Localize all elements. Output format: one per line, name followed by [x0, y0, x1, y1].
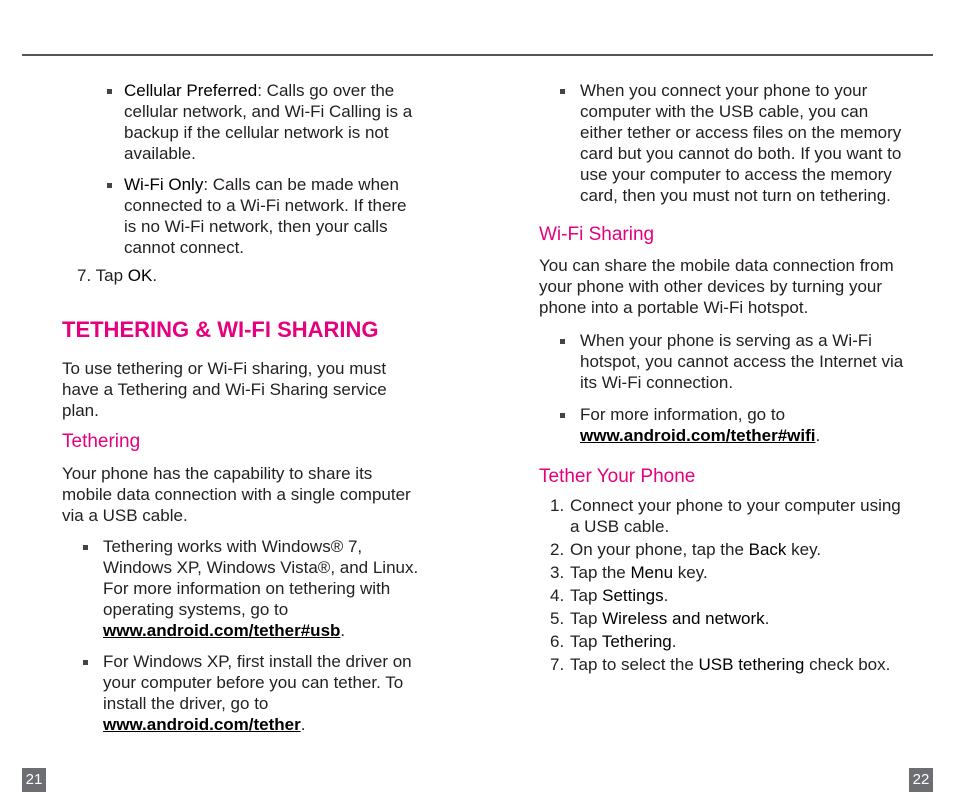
bullet-usb-memory: When you connect your phone to your computer with the USB cable, you can either tether or access files on the memory card but you cannot do both. If you want to use your computer to access the memory card, then you must not turn on tethering. — [539, 80, 909, 206]
cellular-preferred-label: Cellular Preferred — [124, 81, 258, 100]
header-rule — [22, 54, 933, 56]
left-column — [62, 78, 422, 735]
bullet-square-icon — [560, 89, 565, 94]
cellular-preferred-text: : Calls go over the cellular network, and Wi-Fi Calling is a backup if the cellular network is not available. — [124, 81, 413, 163]
page-number-left: 21 — [22, 768, 46, 792]
link-tether-usb[interactable]: www.android.com/tether#usb — [103, 621, 341, 640]
wifi-only-text: : Calls can be made when connected to a Wi-Fi network. If there is no Wi-Fi network, then your calls cannot connect. — [124, 175, 407, 257]
bullet-cellular-preferred — [62, 80, 422, 164]
step-item: 2. On your phone, tap the Back key. — [550, 540, 822, 559]
step-number: 7. — [77, 266, 92, 285]
bullet-square-icon — [107, 183, 112, 188]
ok-label: OK — [127, 266, 153, 285]
step-item: 4. Tap Settings. — [550, 586, 669, 605]
wifi-only-label: Wi-Fi Only — [124, 175, 204, 194]
bullet-square-icon — [560, 413, 565, 418]
wifi-sharing-paragraph: You can share the mobile data connection from your phone with other devices by turning your phone into a portable Wi-Fi hotspot. — [539, 256, 894, 317]
bullet-windows: Tethering works with Windows® 7, Windows XP, Windows Vista®, and Linux. For more information on tethering with operating systems, go to www.android.com/tether#usb. — [62, 536, 422, 641]
step-item: 3. Tap the Menu key. — [550, 563, 708, 582]
tethering-heading: Tethering — [62, 431, 141, 452]
link-tether[interactable]: www.android.com/tether — [103, 715, 301, 734]
bullet-square-icon — [107, 89, 112, 94]
tether-your-phone-heading: Tether Your Phone — [539, 466, 696, 487]
bullet-square-icon — [83, 545, 88, 550]
step-item: 1. Connect your phone to your computer using a USB cable. — [550, 496, 901, 536]
intro-paragraph: To use tethering or Wi-Fi sharing, you must have a Tethering and Wi-Fi Sharing service plan. — [62, 359, 387, 420]
tethering-paragraph: Your phone has the capability to share its mobile data connection with a single computer via a USB cable. — [62, 464, 411, 525]
page-number-right: 22 — [909, 768, 933, 792]
step-item: 6. Tap Tethering. — [550, 632, 677, 651]
step-item: 5. Tap Wireless and network. — [550, 609, 770, 628]
link-tether-wifi[interactable]: www.android.com/tether#wifi — [580, 426, 816, 445]
bullet-windows-xp: For Windows XP, first install the driver on your computer before you can tether. To install the driver, go to www.android.com/tether. — [62, 651, 422, 735]
tether-steps-list — [539, 495, 909, 675]
bullet-square-icon — [560, 339, 565, 344]
bullet-more-info: For more information, go to www.android.com/tether#wifi. — [539, 404, 909, 446]
bullet-wifi-only — [62, 174, 422, 258]
bullet-square-icon — [83, 660, 88, 665]
wifi-sharing-heading: Wi-Fi Sharing — [539, 224, 655, 245]
step-7-tap-ok: 7. Tap OK. — [77, 266, 158, 285]
section-title: TETHERING & WI-FI SHARING — [62, 317, 379, 342]
step-item: 7. Tap to select the USB tethering check box. — [550, 655, 891, 674]
bullet-hotspot: When your phone is serving as a Wi-Fi hotspot, you cannot access the Internet via its Wi-Fi connection. — [539, 330, 909, 393]
right-column — [539, 78, 909, 677]
